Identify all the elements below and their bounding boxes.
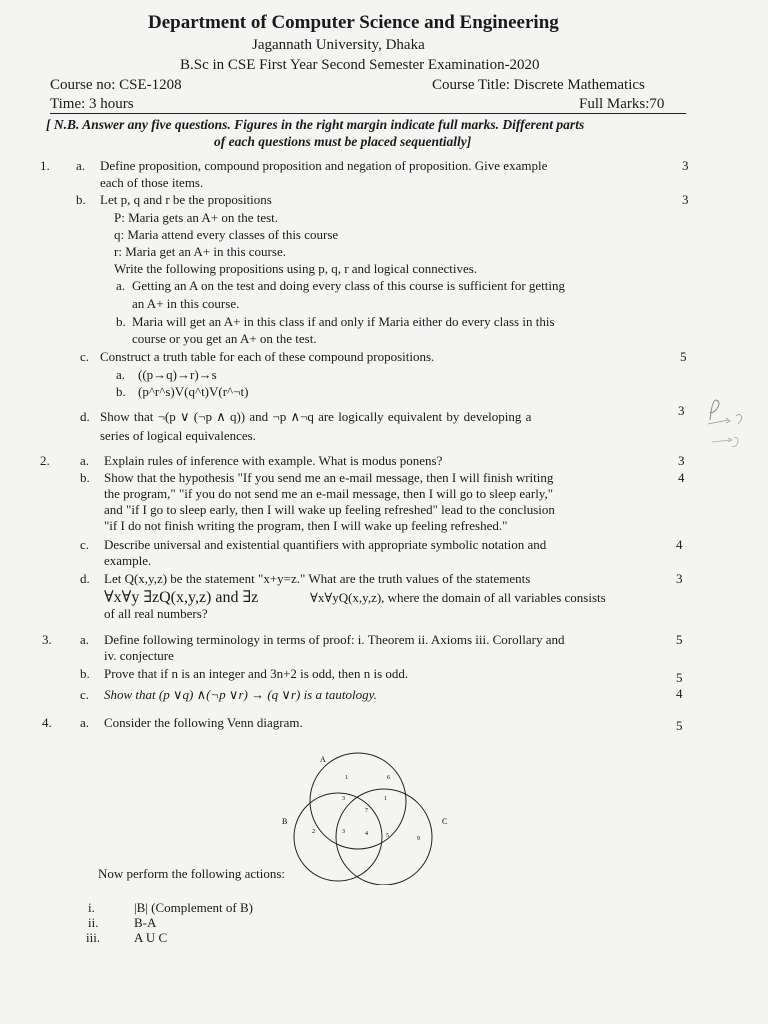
venn-value: 5 (386, 833, 389, 839)
venn-label-b: B (282, 817, 288, 826)
marks: 4 (678, 470, 685, 485)
exam-time: Time: 3 hours (50, 96, 134, 112)
part-label: c. (80, 687, 90, 702)
question-text: Explain rules of inference with example. What is modus ponens? (104, 453, 443, 468)
venn-circle-b (294, 793, 382, 881)
header-rule (50, 113, 686, 114)
action-number: ii. (88, 915, 99, 930)
sub-label: a. (116, 367, 126, 382)
question-text: Show that (p ∨q) ∧(¬p ∨r) → (q ∨r) is a tautology. (104, 687, 377, 702)
marks: 5 (676, 718, 683, 733)
question-text: "if I do not finish writing the program, then I will wake up feeling refreshed." (104, 518, 508, 533)
question-text: an A+ in this course. (132, 296, 240, 311)
action-number: i. (88, 900, 95, 915)
part-label: a. (80, 632, 90, 647)
question-text: Now perform the following actions: (98, 866, 286, 881)
marks: 3 (676, 571, 683, 586)
question-text: Let p, q and r be the propositions (100, 192, 272, 207)
marks: 3 (682, 158, 689, 173)
proposition-r: r: Maria get an A+ in this course. (114, 244, 286, 259)
venn-value: 3 (342, 829, 345, 835)
part-label: d. (80, 571, 90, 586)
question-number: 2. (40, 453, 50, 468)
venn-value: 1 (345, 775, 348, 781)
question-text: Consider the following Venn diagram. (104, 715, 303, 730)
action-text: B-A (134, 915, 157, 930)
venn-label-a: A (320, 755, 326, 764)
marks: 3 (678, 453, 685, 468)
marks: 3 (682, 192, 689, 207)
question-text: series of logical equivalences. (100, 428, 256, 443)
venn-value: 2 (312, 829, 315, 835)
question-text: Getting an A on the test and doing every class of this course is sufficient for getting (132, 278, 566, 293)
full-marks: Full Marks:70 (579, 96, 665, 112)
sub-label: b. (116, 314, 126, 329)
marks: 5 (676, 632, 683, 647)
question-text: Maria will get an A+ in this class if and only if Maria either do every class in this (132, 314, 555, 329)
question-text: Construct a truth table for each of these compound propositions. (100, 349, 435, 364)
sub-label: b. (116, 384, 126, 399)
part-label: a. (80, 453, 90, 468)
marks: 3 (678, 403, 685, 418)
question-text: Define following terminology in terms of proof: i. Theorem ii. Axioms iii. Corollary and (104, 632, 565, 647)
question-text: Show that the hypothesis "If you send me an e-mail message, then I will finish writing (104, 470, 554, 485)
exam-name: B.Sc in CSE First Year Second Semester Examination-2020 (180, 57, 540, 73)
venn-diagram (270, 745, 470, 885)
question-text: Describe universal and existential quantifiers with appropriate symbolic notation and (104, 537, 547, 552)
marks: 5 (676, 670, 683, 685)
question-text: the program," "if you do not send me an e-mail message, then I will go to sleep early," (104, 486, 554, 501)
venn-value: 9 (417, 836, 420, 842)
venn-value: 4 (365, 831, 368, 837)
venn-circle-a (310, 753, 406, 849)
instructions-line-1: [ N.B. Answer any five questions. Figures in the right margin indicate full marks. Different parts (46, 117, 585, 132)
question-text: ∀x∀yQ(x,y,z), where the domain of all variables consists (310, 590, 606, 605)
action-text: A U C (134, 930, 168, 945)
action-number: iii. (86, 930, 101, 945)
action-text: |B| (Complement of B) (134, 900, 253, 915)
part-label: b. (76, 192, 86, 207)
question-text: Define proposition, compound proposition and negation of proposition. Give example (100, 158, 548, 173)
venn-label-c: C (442, 817, 448, 826)
part-label: b. (80, 666, 90, 681)
venn-value: 1 (384, 796, 387, 802)
formula: ((p→q)→r)→s (138, 367, 217, 382)
question-text: and "if I go to sleep early, then I will wake up feeling refreshed" lead to the conclusion (104, 502, 555, 517)
part-label: b. (80, 470, 90, 485)
formula: (p^r^s)V(q^t)V(r^¬t) (138, 384, 249, 399)
question-text: Write the following propositions using p, q, r and logical connectives. (114, 261, 478, 276)
part-label: c. (80, 349, 90, 364)
venn-value: 6 (387, 775, 390, 781)
question-text: of all real numbers? (104, 606, 208, 621)
venn-value: 3 (342, 796, 345, 802)
university-name: Jagannath University, Dhaka (252, 37, 425, 53)
question-number: 3. (42, 632, 52, 647)
part-label: d. (80, 409, 90, 424)
question-number: 4. (42, 715, 52, 730)
question-text: iv. conjecture (104, 648, 174, 663)
margin-scribble (700, 390, 760, 460)
sub-label: a. (116, 278, 126, 293)
marks: 5 (680, 349, 687, 364)
department-title: Department of Computer Science and Engineering (148, 12, 559, 33)
part-label: a. (76, 158, 86, 173)
marks: 4 (676, 686, 683, 701)
question-text: example. (104, 553, 152, 568)
question-text: Let Q(x,y,z) be the statement "x+y=z." What are the truth values of the statements (104, 571, 531, 586)
question-text: Show that ¬(p ∨ (¬p ∧ q)) and ¬p ∧¬q are logically equivalent by developing a (100, 409, 532, 424)
part-label: c. (80, 537, 90, 552)
question-text: course or you get an A+ on the test. (132, 331, 317, 346)
marks: 4 (676, 537, 683, 552)
part-label: a. (80, 715, 90, 730)
question-text: each of those items. (100, 175, 204, 190)
question-text: Prove that if n is an integer and 3n+2 is odd, then n is odd. (104, 666, 409, 681)
proposition-p: P: Maria gets an A+ on the test. (114, 210, 279, 225)
course-number: Course no: CSE-1208 (50, 77, 182, 93)
venn-value: 7 (365, 808, 368, 814)
instructions-line-2: of each questions must be placed sequentially] (214, 134, 472, 149)
course-title: Course Title: Discrete Mathematics (432, 77, 645, 93)
question-number: 1. (40, 158, 50, 173)
quantifier-expression: ∀x∀y ∃zQ(x,y,z) and ∃z (104, 589, 259, 606)
proposition-q: q: Maria attend every classes of this course (114, 227, 339, 242)
